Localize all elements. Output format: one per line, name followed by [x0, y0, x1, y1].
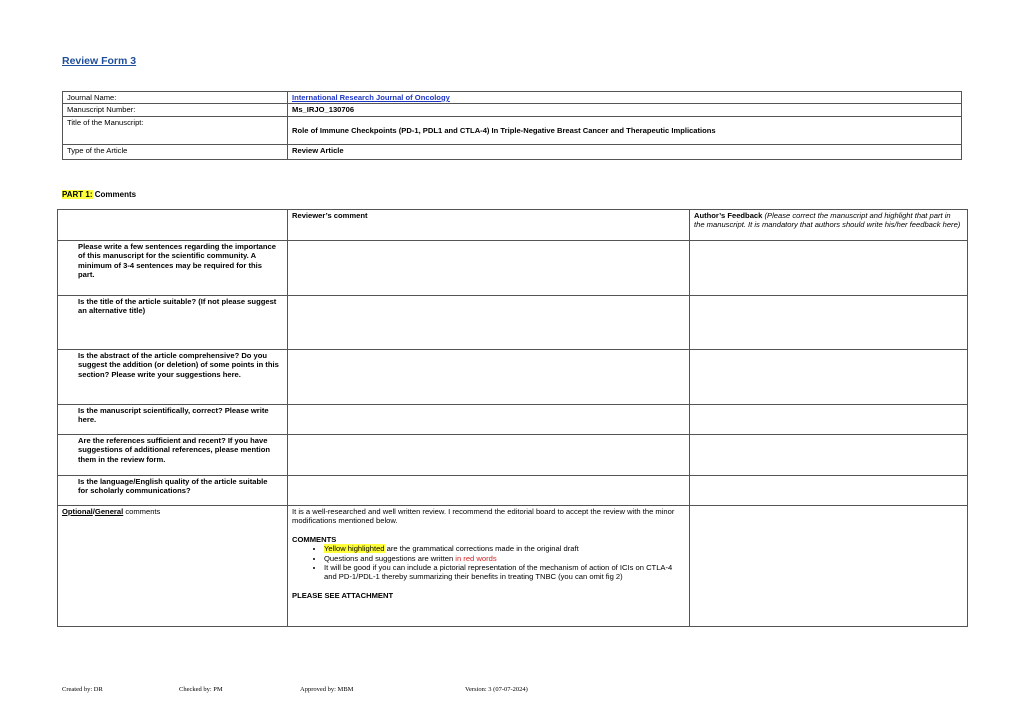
- author-feedback-instructions: (Please correct the manuscript and highlight that part in the manuscript. It is mandatory that authors should write his/her feedback here): [694, 211, 961, 230]
- footer-version: Version: 3 (07-07-2024): [465, 686, 528, 693]
- author-feedback-cell[interactable]: [690, 435, 968, 476]
- article-type-value: Review Article: [288, 144, 962, 159]
- author-feedback-cell[interactable]: [690, 405, 968, 435]
- reviewer-comment-cell[interactable]: [288, 405, 690, 435]
- yellow-highlight-text: Yellow highlighted: [324, 544, 385, 554]
- part1-heading: [62, 190, 136, 199]
- reviewer-comment-cell[interactable]: [288, 241, 690, 296]
- optional-comments-row: [58, 506, 968, 627]
- reviewer-comment-cell[interactable]: [288, 476, 690, 506]
- author-feedback-cell[interactable]: [690, 296, 968, 350]
- author-feedback-header: [690, 210, 968, 241]
- info-row-article-type: [63, 144, 962, 159]
- question-row: [58, 435, 968, 476]
- question-row: [58, 241, 968, 296]
- info-row-title: [63, 116, 962, 144]
- question-row: [58, 296, 968, 350]
- header-empty-cell: [58, 210, 288, 241]
- comment-text: are the grammatical corrections made in the original draft: [384, 544, 579, 554]
- author-feedback-title: Author’s Feedback: [694, 211, 763, 220]
- manuscript-title-label: Title of the Manuscript:: [63, 116, 288, 144]
- comment-text: It will be good if you can include a pictorial representation of the mechanism of action of ICIs on CTLA-4 and PD-1/PDL-1 thereby summarizing their benefits in treating TNBC (you can omit fig 2): [324, 563, 673, 582]
- optional-intro: It is a well-researched and well written review. I recommend the editorial board to accept the review with the minor modifications mentioned below.: [292, 507, 675, 526]
- question-scientific: Is the manuscript scientifically, correct? Please write here.: [58, 405, 288, 435]
- optional-general-label: [58, 506, 288, 627]
- general-label: General: [94, 507, 124, 516]
- optional-label: Optional: [62, 507, 93, 516]
- info-row-manuscript-number: [63, 104, 962, 116]
- question-importance: Please write a few sentences regarding the importance of this manuscript for the scientific community. A minimum of 3-4 sentences may be required for this part.: [58, 241, 288, 296]
- optional-comments-cell[interactable]: [288, 506, 690, 627]
- info-row-journal: [63, 92, 962, 104]
- manuscript-info-table: [62, 91, 962, 160]
- spacer: [292, 582, 685, 591]
- footer-checked-by: Checked by: PM: [179, 686, 223, 693]
- journal-name-value[interactable]: [288, 92, 962, 104]
- question-row: [58, 350, 968, 405]
- article-type-label: Type of the Article: [63, 144, 288, 159]
- question-language: Is the language/English quality of the article suitable for scholarly communications?: [58, 476, 288, 506]
- reviewer-comment-cell[interactable]: [288, 296, 690, 350]
- question-row: [58, 405, 968, 435]
- comment-text: Questions and suggestions are written: [324, 553, 456, 563]
- manuscript-number-label: Manuscript Number:: [63, 104, 288, 116]
- comment-item: [324, 544, 685, 553]
- red-words-text: in red words: [455, 553, 497, 563]
- question-title-suitable: Is the title of the article suitable? (If not please suggest an alternative title): [58, 296, 288, 350]
- header-row: [58, 210, 968, 241]
- author-feedback-cell[interactable]: [690, 476, 968, 506]
- attachment-note: PLEASE SEE ATTACHMENT: [292, 590, 394, 600]
- manuscript-title-value: Role of Immune Checkpoints (PD-1, PDL1 and CTLA-4) In Triple-Negative Breast Cancer and Therapeutic Implications: [288, 116, 962, 144]
- comment-item: [324, 563, 685, 582]
- author-feedback-cell[interactable]: [690, 241, 968, 296]
- author-feedback-cell[interactable]: [690, 506, 968, 627]
- reviewer-comment-cell[interactable]: [288, 435, 690, 476]
- footer-created-by: Created by: DR: [62, 686, 103, 693]
- part1-title: Comments: [92, 190, 137, 199]
- question-row: [58, 476, 968, 506]
- question-abstract: Is the abstract of the article comprehensive? Do you suggest the addition (or deletion) of some points in this section? Please write your suggestions here.: [58, 350, 288, 405]
- reviewer-comment-header: Reviewer’s comment: [288, 210, 690, 241]
- reviewer-comment-cell[interactable]: [288, 350, 690, 405]
- part1-label: PART 1:: [62, 190, 93, 199]
- comments-table: [57, 209, 968, 627]
- journal-name-link[interactable]: International Research Journal of Oncology: [292, 93, 450, 102]
- manuscript-number-value: Ms_IRJO_130706: [288, 104, 962, 116]
- question-references: Are the references sufficient and recent? If you have suggestions of additional references, please mention them in the review form.: [58, 435, 288, 476]
- comment-item: [324, 554, 685, 563]
- comments-heading: COMMENTS: [292, 534, 337, 544]
- journal-name-label: Journal Name:: [63, 92, 288, 104]
- form-title: Review Form 3: [62, 55, 137, 67]
- spacer: [292, 526, 685, 535]
- footer-approved-by: Approved by: MBM: [300, 686, 354, 693]
- comments-word: comments: [123, 507, 161, 516]
- comments-list: [292, 544, 685, 582]
- optional-label-separator: /: [92, 507, 95, 516]
- author-feedback-cell[interactable]: [690, 350, 968, 405]
